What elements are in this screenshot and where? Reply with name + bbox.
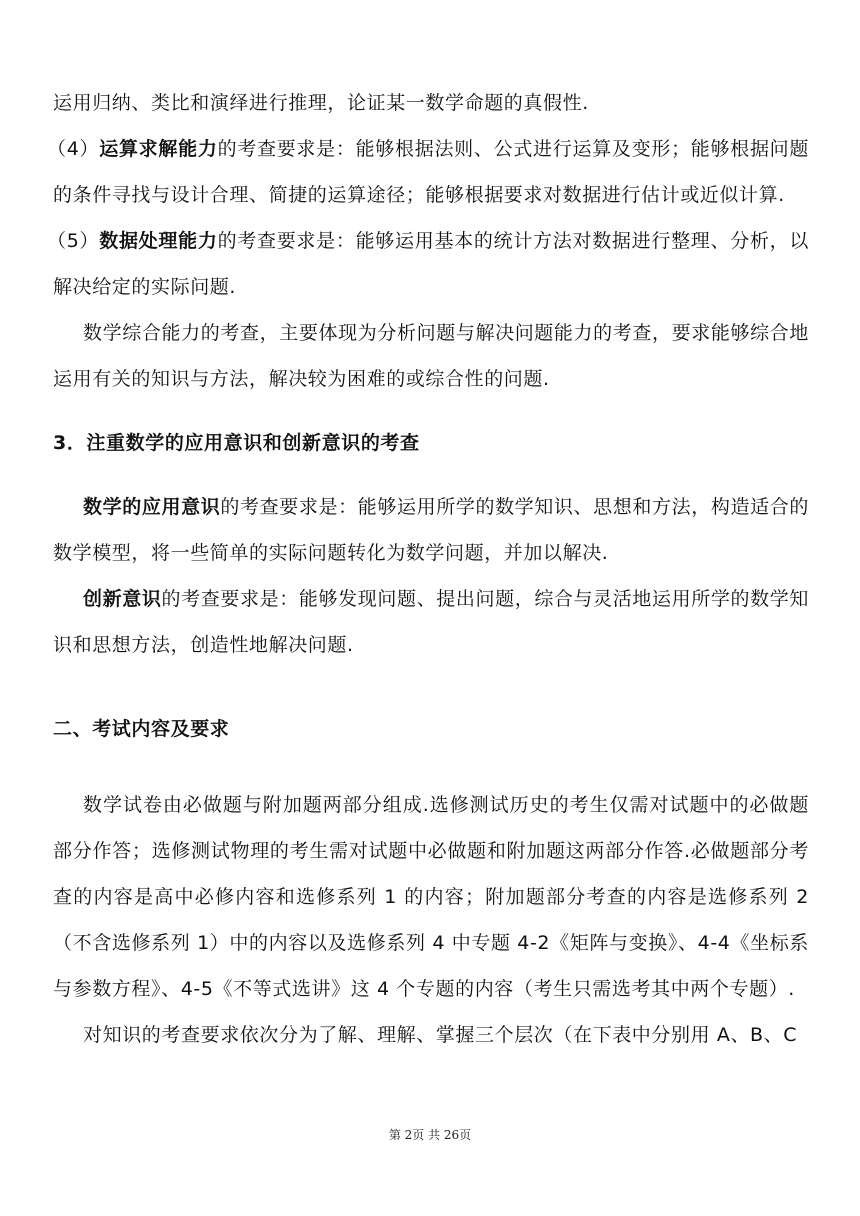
paragraph-text: 的考查要求是：能够发现问题、提出问题，综合与灵活地运用所学的数学知识和思想方法，创造性地解决问题.	[53, 588, 809, 656]
paragraph-knowledge-levels: 对知识的考查要求依次分为了解、理解、掌握三个层次（在下表中分别用 A、B、C	[83, 1024, 798, 1046]
paragraph-exam-structure: 数学试卷由必做题与附加题两部分组成.选修测试历史的考生仅需对试题中的必做题部分作答；选修测试物理的考生需对试题中必做题和附加题这两部分作答.必做题部分考查的内容是高中必修内容和选修系列 1 的内容；附加题部分考查的内容是选修系列 2（不含选修系列 1）中的内容以及选修系列 4 中专题 4-2《矩阵与变换》、4-4《坐标系与参数方程》、4-5《不等式选讲》这 4 个专题的内容（考生只需选考其中两个专题）.	[53, 794, 809, 1000]
item-number: （4）	[47, 138, 100, 160]
paragraph-reasoning-end: 运用归纳、类比和演绎进行推理，论证某一数学命题的真假性.	[53, 92, 589, 114]
paragraph-text: 的考查要求是：能够运用所学的数学知识、思想和方法，构造适合的数学模型，将一些简单的实际问题转化为数学问题，并加以解决.	[53, 496, 809, 564]
paragraph-text: 的考查要求是：能够运用基本的统计方法对数据进行整理、分析，以解决给定的实际问题.	[53, 230, 809, 298]
term-data-processing: 数据处理能力	[99, 230, 218, 252]
section-heading-3: 3．注重数学的应用意识和创新意识的考查	[53, 432, 420, 454]
paragraph-data-processing	[47, 218, 809, 310]
paragraph-application-awareness	[53, 484, 809, 576]
item-number: （5）	[47, 230, 100, 252]
term-application-awareness: 数学的应用意识	[83, 496, 221, 518]
paragraph-comprehensive-ability: 数学综合能力的考查，主要体现为分析问题与解决问题能力的考查，要求能够综合地运用有关的知识与方法，解决较为困难的或综合性的问题.	[53, 322, 809, 390]
paragraph-computation-ability	[47, 126, 809, 218]
paragraph-text: 的考查要求是：能够根据法则、公式进行运算及变形；能够根据问题的条件寻找与设计合理、简捷的运算途径；能够根据要求对数据进行估计或近似计算.	[53, 138, 809, 206]
document-body	[47, 80, 809, 1058]
term-innovation-awareness: 创新意识	[83, 588, 162, 610]
term-computation-ability: 运算求解能力	[99, 138, 218, 160]
section-heading-2: 二、考试内容及要求	[53, 718, 230, 740]
paragraph-innovation-awareness	[53, 576, 809, 668]
page-footer: 第 2页 共 26页	[388, 1128, 472, 1142]
